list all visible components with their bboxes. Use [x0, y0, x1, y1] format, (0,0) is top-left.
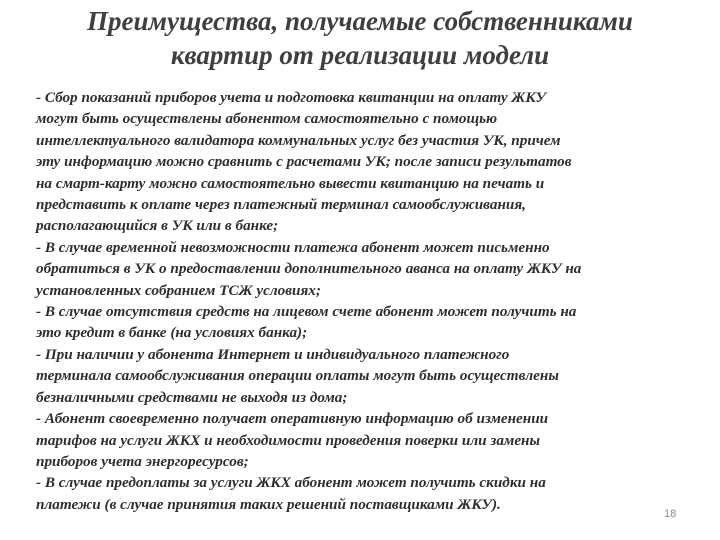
title-line: Преимущества, получаемые собственниками [87, 6, 633, 36]
body-line: - Абонент своевременно получает оперативную информацию об изменении [36, 410, 549, 428]
slide-title [30, 4, 690, 72]
body-line: - В случае временной невозможности платежа абонент может письменно [36, 238, 550, 256]
body-line: платежи (в случае принятия таких решений поставщиками ЖКУ). [36, 495, 501, 513]
body-line: приборов учета энергоресурсов; [36, 452, 249, 470]
body-line: - Сбор показаний приборов учета и подготовка квитанции на оплату ЖКУ [36, 89, 546, 106]
body-line: интеллектуального валидатора коммунальных услуг без участия УК, причем [36, 131, 561, 149]
body-line: это кредит в банке (на условиях банка); [36, 324, 308, 342]
body-line: эту информацию можно сравнить с расчетами УК; после записи результатов [36, 153, 572, 171]
body-line: безналичными средствами не выходя из дома; [36, 388, 348, 406]
title-line: квартир от реализации модели [170, 40, 550, 70]
slide-body-text [36, 87, 696, 515]
body-line: на смарт-карту можно самостоятельно вывести квитанцию на печать и [36, 174, 545, 192]
body-line: - При наличии у абонента Интернет и индивидуального платежного [36, 345, 510, 363]
page-number: 18 [664, 508, 677, 520]
body-line: - В случае предоплаты за услуги ЖКХ абонент может получить скидки на [36, 474, 546, 492]
body-line: терминала самообслуживания операции оплаты могут быть осуществлены [36, 367, 559, 385]
body-line: представить к оплате через платежный терминал самообслуживания, [36, 196, 526, 214]
body-line: располагающийся в УК или в банке; [36, 217, 279, 235]
body-line: - В случае отсутствия средств на лицевом счете абонент может получить на [36, 303, 577, 321]
body-line: установленных собранием ТСЖ условиях; [36, 281, 321, 299]
body-line: тарифов на услуги ЖКХ и необходимости проведения поверки или замены [36, 431, 541, 449]
body-line: могут быть осуществлены абонентом самостоятельно с помощью [36, 110, 498, 128]
body-line: обратиться в УК о предоставлении дополнительного аванса на оплату ЖКУ на [36, 260, 582, 278]
